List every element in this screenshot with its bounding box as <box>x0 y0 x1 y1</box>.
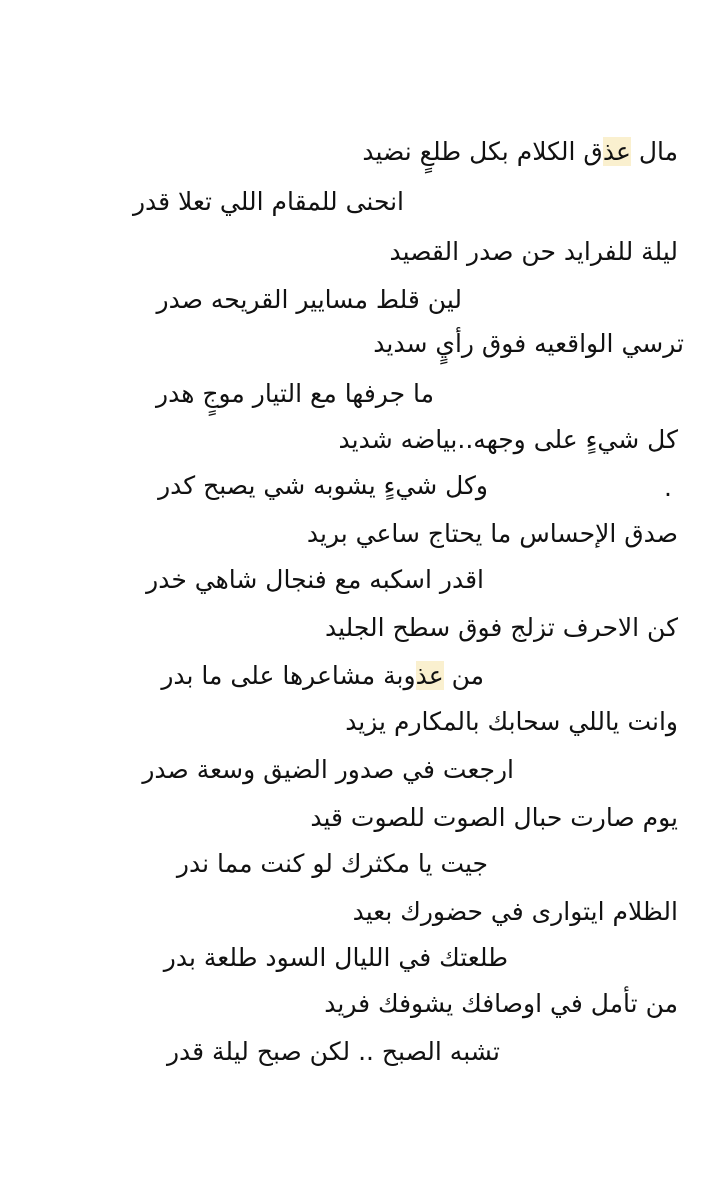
poem-line-14 <box>142 752 514 788</box>
highlighted-text: عذ <box>415 661 444 690</box>
line-pre: من <box>443 661 484 690</box>
line-text: انحنى للمقام اللي تعلا قدر <box>132 187 404 216</box>
poem-line-2 <box>133 184 404 220</box>
poem-line-10 <box>146 562 484 598</box>
poem-line-15 <box>310 800 678 836</box>
line-text: تشبه الصبح .. لكن صبح ليلة قدر <box>166 1037 500 1066</box>
line-text: طلعتك في الليال السود طلعة بدر <box>163 943 508 972</box>
poem-line-20 <box>167 1034 500 1070</box>
line-text: ما جرفها مع التيار موجٍ هدر <box>156 379 434 408</box>
poem-line-5 <box>373 326 684 362</box>
highlighted-text: عذ <box>602 137 631 166</box>
line-text: وكل شيءٍ يشوبه شي يصبح كدر <box>158 471 488 500</box>
line-text: جيت يا مكثرك لو كنت مما ندر <box>176 849 488 878</box>
poem-line-19 <box>324 986 678 1022</box>
poem-line-3 <box>390 234 678 270</box>
poem-line-17 <box>353 894 678 930</box>
poem-line-7 <box>339 422 678 458</box>
poem-line-4 <box>157 282 462 318</box>
line-text: اقدر اسكبه مع فنجال شاهي خدر <box>146 565 484 594</box>
line-text: لين قلط مسايير القريحه صدر <box>156 285 462 314</box>
poem-line-16 <box>177 846 488 882</box>
poem-line-8 <box>158 468 488 504</box>
line-text: كن الاحرف تزلج فوق سطح الجليد <box>324 613 678 642</box>
line-pre: مال <box>630 137 678 166</box>
poem-line-12 <box>161 658 484 694</box>
poem-line-11 <box>325 610 678 646</box>
line-text: وانت ياللي سحابك بالمكارم يزيد <box>345 707 678 736</box>
line-text: كل شيءٍ على وجهه..بياضه شديد <box>338 425 678 454</box>
stray-dot: . <box>664 473 672 502</box>
poem-line-9 <box>307 516 678 552</box>
poem-line-18 <box>164 940 508 976</box>
line-text: ليلة للفرايد حن صدر القصيد <box>389 237 678 266</box>
line-text: صدق الإحساس ما يحتاج ساعي بريد <box>306 519 678 548</box>
line-post: وبة مشاعرها على ما بدر <box>161 661 416 690</box>
poem-line-6 <box>156 376 434 412</box>
poem-line-1 <box>362 134 678 170</box>
line-text: من تأمل في اوصافك يشوفك فريد <box>324 989 678 1018</box>
line-text: الظلام ايتوارى في حضورك بعيد <box>352 897 678 926</box>
line-text: يوم صارت حبال الصوت للصوت قيد <box>310 803 678 832</box>
poem-line-13 <box>345 704 678 740</box>
line-text: ارجعت في صدور الضيق وسعة صدر <box>142 755 514 784</box>
line-text: ترسي الواقعيه فوق رأيٍ سديد <box>373 329 684 358</box>
line-post: ق الكلام بكل طلعٍ نضيد <box>362 137 603 166</box>
